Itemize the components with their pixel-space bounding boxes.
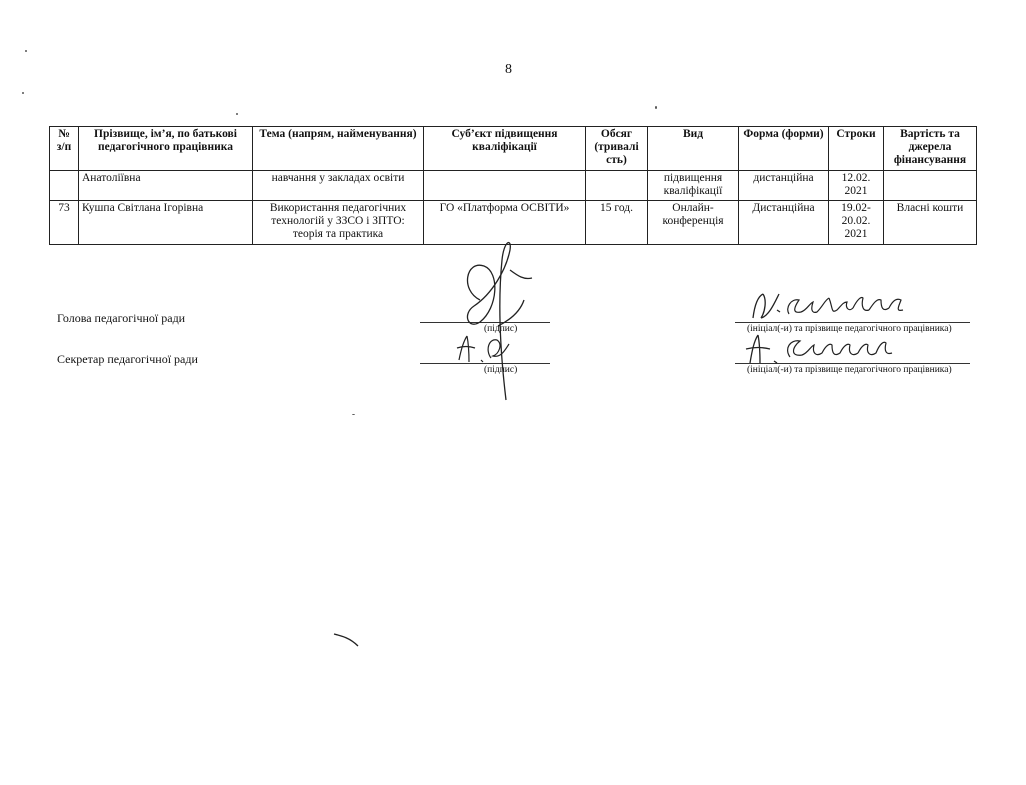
secretary-handwritten-name	[740, 331, 910, 367]
cell-dates: 19.02-20.02. 2021	[829, 201, 884, 245]
secretary-name-caption: (ініціал(-и) та прізвище педагогічного працівника)	[747, 365, 952, 375]
header-form: Форма (форми)	[739, 127, 829, 171]
cell-funding: Власні кошти	[884, 201, 977, 245]
secretary-signature-caption: (підпис)	[484, 365, 518, 375]
stray-mark	[332, 632, 362, 652]
cell-form: Дистанційна	[739, 201, 829, 245]
header-type: Вид	[648, 127, 739, 171]
header-topic: Тема (напрям, найменування)	[253, 127, 424, 171]
header-name: Прізвище, ім’я, по батькові педагогічного працівника	[79, 127, 253, 171]
qualification-table	[49, 126, 977, 245]
head-signature-scribble	[440, 230, 550, 410]
cell-dates: 12.02. 2021	[829, 171, 884, 201]
cell-topic: навчання у закладах освіти	[253, 171, 424, 201]
cell-topic: Використання педагогічних технологій у ЗЗСО і ЗПТО: теорія та практика	[253, 201, 424, 245]
header-volume: Обсяг (тривалі сть)	[586, 127, 648, 171]
cell-funding	[884, 171, 977, 201]
scan-speck	[22, 92, 24, 94]
header-number: № з/п	[50, 127, 79, 171]
cell-name: Анатоліївна	[79, 171, 253, 201]
cell-volume: 15 год.	[586, 201, 648, 245]
cell-type: Онлайн-конференція	[648, 201, 739, 245]
head-name-caption: (ініціал(-и) та прізвище педагогічного працівника)	[747, 324, 952, 334]
scan-speck	[25, 50, 27, 52]
secretary-signature-scribble	[455, 330, 535, 370]
scan-speck	[236, 113, 238, 115]
header-funding: Вартість та джерела фінансування	[884, 127, 977, 171]
head-label: Голова педагогічної ради	[57, 311, 186, 325]
scan-speck	[655, 106, 657, 109]
cell-name: Кушпа Світлана Ігорівна	[79, 201, 253, 245]
page-number: 8	[505, 62, 512, 77]
head-handwritten-name	[745, 288, 925, 324]
secretary-label: Секретар педагогічної ради	[57, 352, 198, 366]
cell-type: підвищення кваліфікації	[648, 171, 739, 201]
cell-volume	[586, 171, 648, 201]
scan-speck	[352, 414, 355, 415]
table-row	[50, 171, 977, 201]
header-provider: Суб’єкт підвищення кваліфікації	[424, 127, 586, 171]
header-dates: Строки	[829, 127, 884, 171]
head-signature-caption: (підпис)	[484, 324, 518, 334]
cell-form: дистанційна	[739, 171, 829, 201]
cell-number: 73	[50, 201, 79, 245]
cell-provider: ГО «Платформа ОСВІТИ»	[424, 201, 586, 245]
cell-provider	[424, 171, 586, 201]
cell-number	[50, 171, 79, 201]
table-header-row	[50, 127, 977, 171]
